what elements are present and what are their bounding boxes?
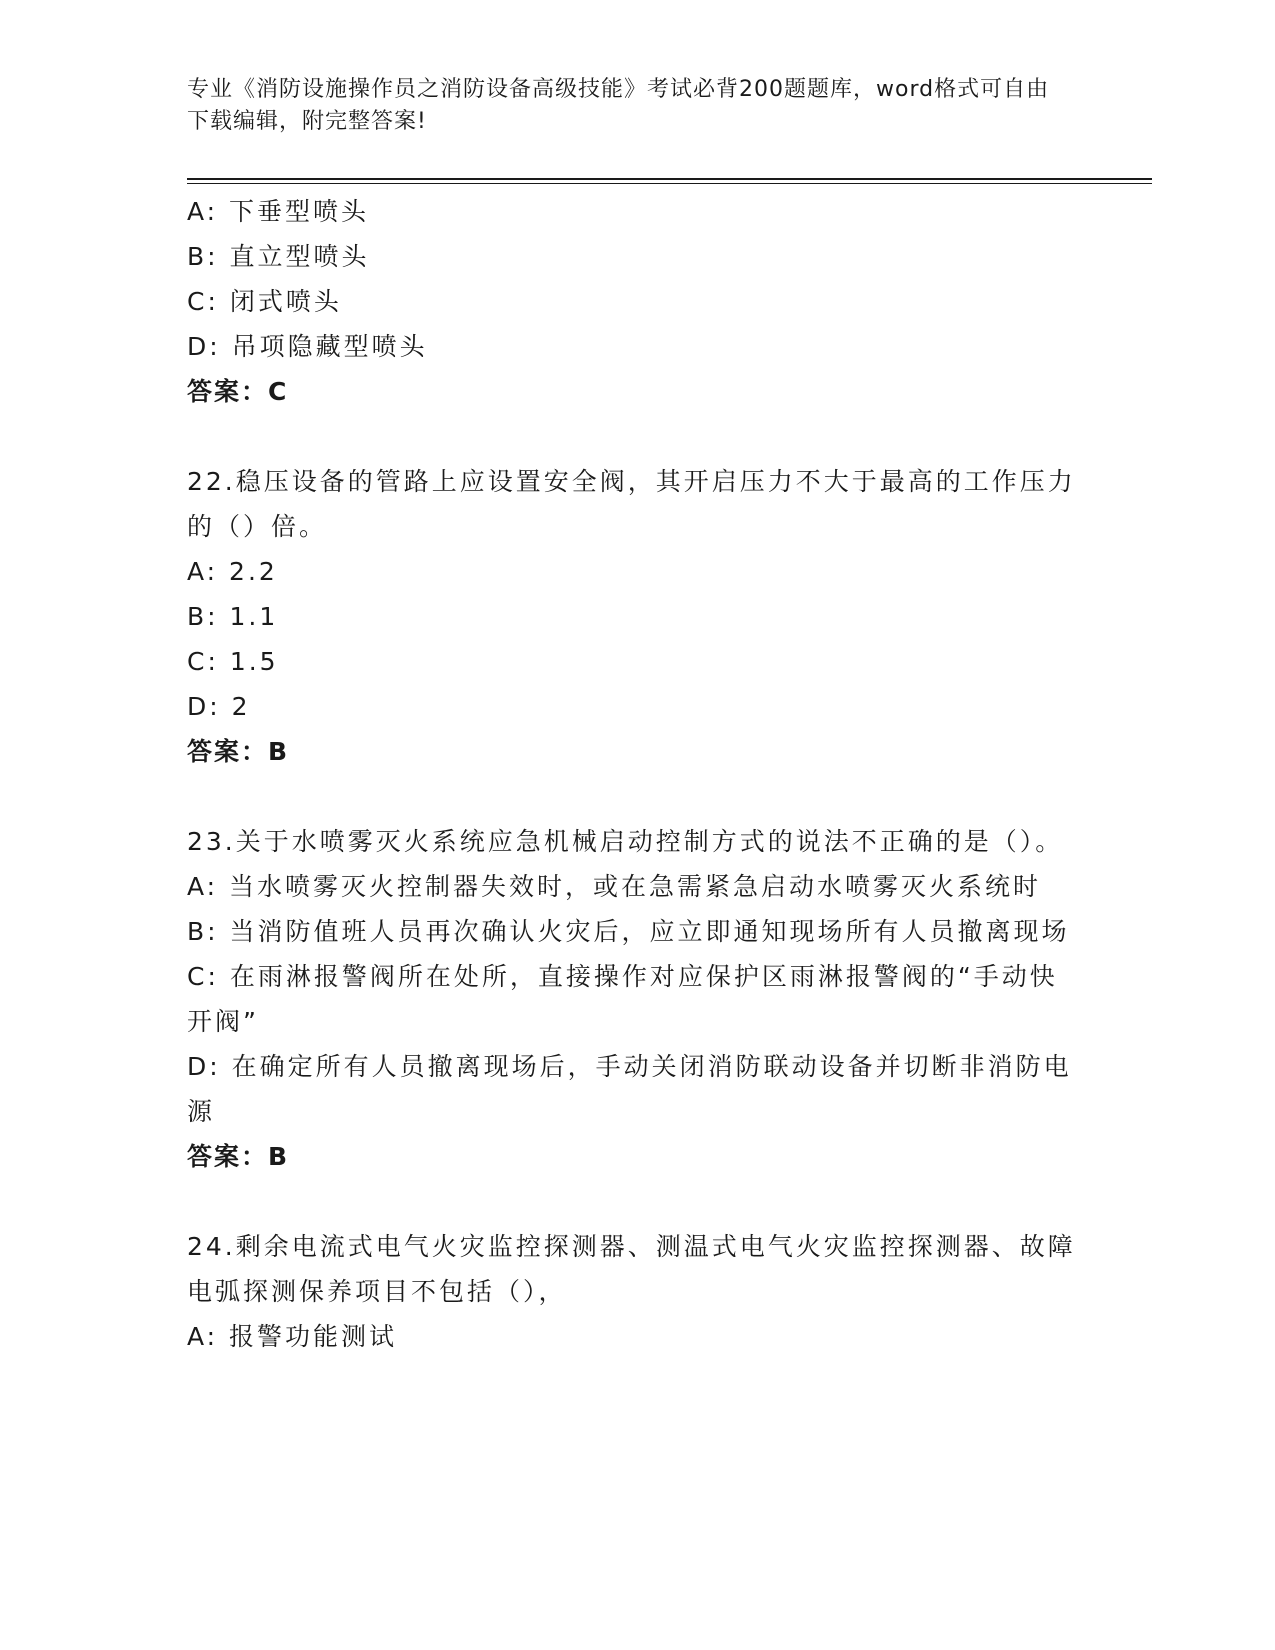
- question-stem: 22.稳压设备的管路上应设置安全阀，其开启压力不大于最高的工作压力的（）倍。: [187, 467, 1076, 541]
- option-c: C: 1.5: [187, 647, 279, 676]
- option-d: D: 在确定所有人员撤离现场后，手动关闭消防联动设备并切断非消防电源: [187, 1052, 1072, 1126]
- option-a: A: 2.2: [187, 557, 278, 586]
- option-c: C: 闭式喷头: [187, 287, 342, 316]
- spacer: [187, 414, 1077, 459]
- option-b: B: 直立型喷头: [187, 242, 370, 271]
- question-23: [187, 819, 1077, 1179]
- spacer: [187, 1179, 1077, 1224]
- header-divider-thin: [187, 183, 1152, 184]
- option-b: B: 1.1: [187, 602, 279, 631]
- option-a: A: 下垂型喷头: [187, 197, 370, 226]
- option-a: A: 报警功能测试: [187, 1322, 398, 1351]
- question-24: [187, 1224, 1077, 1359]
- answer-label: 答案：B: [187, 1142, 290, 1171]
- question-21: [187, 189, 1077, 414]
- option-d: D: 2: [187, 692, 251, 721]
- spacer: [187, 774, 1077, 819]
- question-list: [187, 189, 1077, 1359]
- option-d: D: 吊项隐藏型喷头: [187, 332, 428, 361]
- answer-label: 答案：B: [187, 737, 290, 766]
- option-b: B: 当消防值班人员再次确认火灾后，应立即通知现场所有人员撤离现场: [187, 917, 1070, 946]
- header-divider-thick: [187, 178, 1152, 180]
- question-22: [187, 459, 1077, 774]
- document-header: 专业《消防设施操作员之消防设备高级技能》考试必背200题题库，word格式可自由下载编辑，附完整答案!: [187, 77, 1050, 134]
- answer-label: 答案：C: [187, 377, 289, 406]
- option-c: C: 在雨淋报警阀所在处所，直接操作对应保护区雨淋报警阀的“手动快开阀”: [187, 962, 1058, 1036]
- question-stem: 23.关于水喷雾灭火系统应急机械启动控制方式的说法不正确的是（）。: [187, 827, 1064, 856]
- option-a: A: 当水喷雾灭火控制器失效时，或在急需紧急启动水喷雾灭火系统时: [187, 872, 1042, 901]
- question-stem: 24.剩余电流式电气火灾监控探测器、测温式电气火灾监控探测器、故障电弧探测保养项目不包括（），: [187, 1232, 1076, 1306]
